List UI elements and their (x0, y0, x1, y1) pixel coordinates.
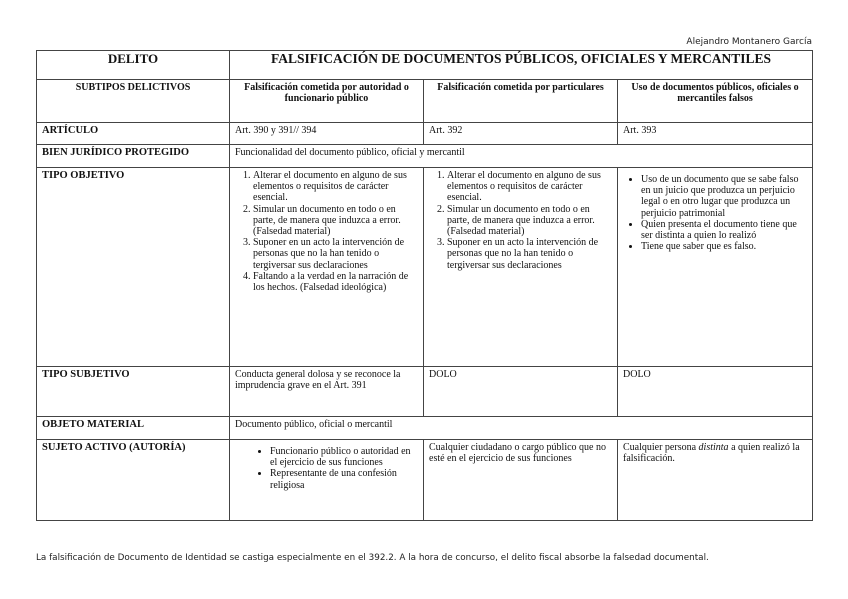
bien-label: BIEN JURÍDICO PROTEGIDO (37, 145, 230, 168)
bien-value: Funcionalidad del documento público, oficial y mercantil (230, 145, 813, 168)
header-row (37, 51, 813, 80)
tipo-subjetivo-label: TIPO SUBJETIVO (37, 367, 230, 417)
sujeto-col3-post: a quien realizó la falsificación. (623, 442, 800, 465)
sujeto-col1 (230, 440, 424, 521)
list-item: 2. Simular un documento en todo o en parte, de manera que induzca a error. (Falsedad material) (447, 204, 612, 238)
tipo-objetivo-col1 (230, 168, 424, 367)
bien-row (37, 145, 813, 168)
tipo-subjetivo-col2: DOLO (424, 367, 618, 417)
tipo-objetivo-col3 (618, 168, 813, 367)
objeto-label: OBJETO MATERIAL (37, 417, 230, 440)
articulo-row (37, 123, 813, 145)
articulo-col3: Art. 393 (618, 123, 813, 145)
subtype-use: Uso de documentos públicos, oficiales o mercantiles falsos (618, 80, 813, 123)
tipo-objetivo-list-3 (623, 174, 807, 252)
articulo-col2: Art. 392 (424, 123, 618, 145)
list-item: 2. Simular un documento en todo o en parte, de manera que induzca a error. (Falsedad material) (253, 204, 418, 238)
objeto-value: Documento público, oficial o mercantil (230, 417, 813, 440)
list-item: 3. Suponer en un acto la intervención de personas que no la han tenido o tergiversar sus declaraciones (253, 237, 418, 271)
tipo-objetivo-label: TIPO OBJETIVO (37, 168, 230, 367)
delito-header: DELITO (37, 51, 230, 80)
list-item: 1. Alterar el documento en alguno de sus elementos o requisitos de carácter esencial. (253, 170, 418, 204)
subtype-private: Falsificación cometida por particulares (424, 80, 618, 123)
subtype-official: Falsificación cometida por autoridad o funcionario público (230, 80, 424, 123)
list-item: 4. Faltando a la verdad en la narración de los hechos. (Falsedad ideológica) (253, 271, 418, 293)
objeto-row (37, 417, 813, 440)
tipo-objetivo-list-1 (235, 170, 418, 293)
tipo-subjetivo-col1: Conducta general dolosa y se reconoce la imprudencia grave en el Art. 391 (230, 367, 424, 417)
sujeto-row (37, 440, 813, 521)
sujeto-col2: Cualquier ciudadano o cargo público que no esté en el ejercicio de sus funciones (424, 440, 618, 521)
list-item: • Uso de un documento que se sabe falso en un juicio que produzca un perjuicio legal o en otro lugar que produzca un perjuicio patrimonial (641, 174, 807, 219)
list-item: • Representante de una confesión religiosa (270, 468, 418, 490)
sujeto-col3-pre: Cualquier persona (623, 442, 697, 453)
list-item: • Funcionario público o autoridad en el ejercicio de sus funciones (270, 446, 418, 468)
footer-note: La falsificación de Documento de Identidad se castiga especialmente en el 392.2. A la hora de concurso, el delito fiscal absorbe la falsedad documental. (36, 553, 709, 563)
list-item: 3. Suponer en un acto la intervención de personas que no la han tenido o tergiversar sus declaraciones (447, 237, 612, 271)
tipo-subjetivo-col3: DOLO (618, 367, 813, 417)
sujeto-label: SUJETO ACTIVO (AUTORÍA) (37, 440, 230, 521)
tipo-objetivo-row (37, 168, 813, 367)
subtypes-label: SUBTIPOS DELICTIVOS (37, 80, 230, 123)
sujeto-col3-em: distinta (698, 442, 729, 453)
tipo-objetivo-list-2 (429, 170, 612, 271)
tipo-objetivo-col2 (424, 168, 618, 367)
sujeto-list (252, 446, 418, 491)
crime-table (36, 50, 813, 521)
articulo-label: ARTÍCULO (37, 123, 230, 145)
articulo-col1: Art. 390 y 391// 394 (230, 123, 424, 145)
subtypes-row (37, 80, 813, 123)
sujeto-col3 (618, 440, 813, 521)
author-name: Alejandro Montanero García (686, 37, 812, 47)
tipo-subjetivo-row (37, 367, 813, 417)
list-item: • Tiene que saber que es falso. (641, 241, 807, 252)
list-item: 1. Alterar el documento en alguno de sus elementos o requisitos de carácter esencial. (447, 170, 612, 204)
crime-title: FALSIFICACIÓN DE DOCUMENTOS PÚBLICOS, OFICIALES Y MERCANTILES (230, 51, 813, 80)
list-item: • Quien presenta el documento tiene que ser distinta a quien lo realizó (641, 219, 807, 241)
